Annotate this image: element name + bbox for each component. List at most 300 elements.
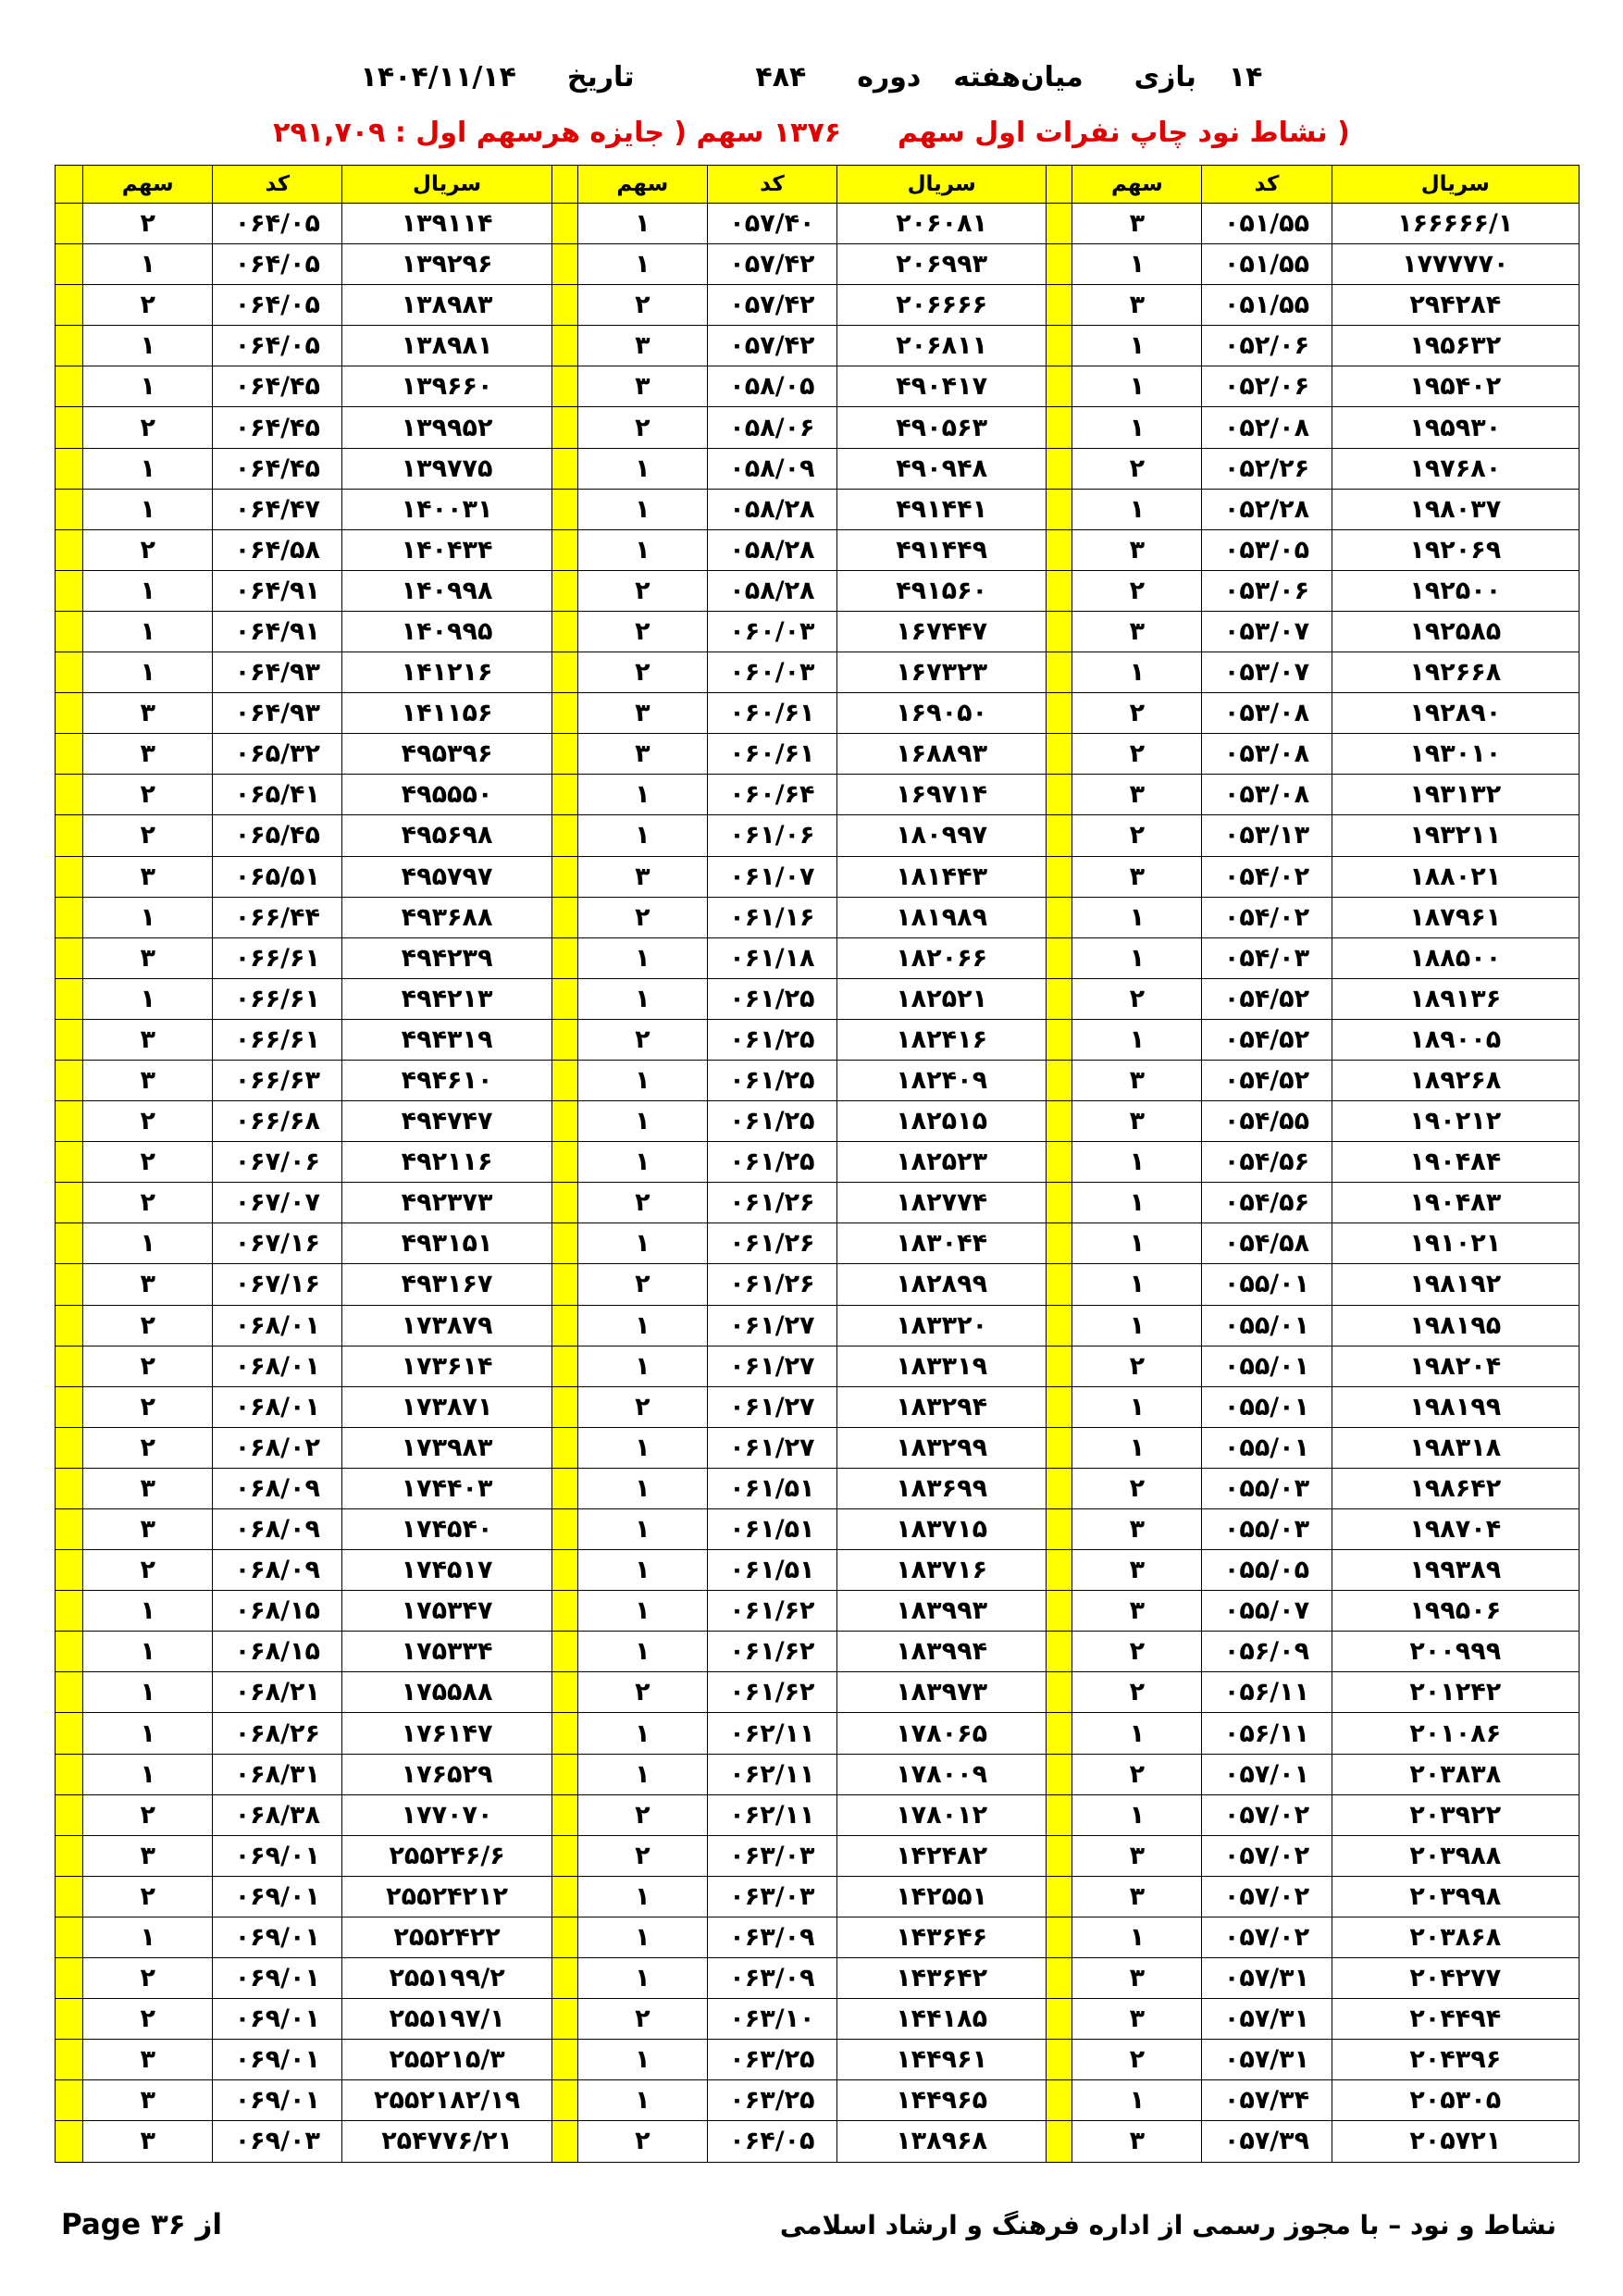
serial-cell: ۴۹۰۹۴۸ [836, 448, 1046, 489]
serial-cell: ۱۳۹۷۷۵ [342, 448, 551, 489]
code-cell: ۰۵۶/۱۱ [1202, 1672, 1332, 1713]
serial-cell: ۱۹۸۱۹۹ [1332, 1386, 1579, 1427]
row-spacer [551, 1794, 577, 1835]
code-cell: ۰۵۵/۰۱ [1202, 1305, 1332, 1346]
share-cell: ۱ [83, 897, 213, 937]
share-cell: ۳ [83, 693, 213, 734]
table-row [56, 1713, 1580, 1754]
row-spacer [56, 366, 83, 407]
serial-cell: ۲۰۶۰۸۱ [836, 204, 1046, 244]
code-cell: ۰۶۱/۲۵ [707, 1142, 836, 1183]
code-cell: ۰۵۲/۲۸ [1202, 489, 1332, 529]
share-cell: ۱ [577, 1917, 707, 1957]
share-cell: ۲ [83, 775, 213, 815]
share-cell: ۱ [1072, 366, 1202, 407]
row-spacer [56, 1509, 83, 1550]
page-label: Page [61, 2208, 142, 2241]
row-spacer [551, 978, 577, 1019]
table-row [56, 448, 1580, 489]
weekday-label: میان‌هفته [953, 61, 1084, 93]
row-spacer [56, 1917, 83, 1957]
serial-cell: ۱۹۰۴۸۳ [1332, 1183, 1579, 1223]
share-cell: ۳ [1072, 285, 1202, 326]
share-cell: ۱ [83, 652, 213, 693]
row-spacer [1047, 1427, 1072, 1468]
code-cell: ۰۶۱/۰۶ [707, 815, 836, 856]
table-row [56, 1672, 1580, 1713]
code-cell: ۰۵۷/۴۰ [707, 204, 836, 244]
row-spacer [56, 734, 83, 775]
code-cell: ۰۶۱/۱۶ [707, 897, 836, 937]
row-spacer [1047, 693, 1072, 734]
row-spacer [56, 1060, 83, 1100]
table-row [56, 366, 1580, 407]
column-header: سهم [577, 166, 707, 204]
share-cell: ۱ [577, 529, 707, 570]
share-cell: ۱ [83, 1713, 213, 1754]
code-cell: ۰۶۱/۲۶ [707, 1264, 836, 1305]
share-cell: ۱ [577, 244, 707, 285]
share-cell: ۱ [1072, 1264, 1202, 1305]
share-cell: ۱ [1072, 489, 1202, 529]
serial-cell: ۱۴۳۶۴۲ [836, 1958, 1046, 1999]
code-cell: ۰۶۴/۹۱ [213, 570, 342, 611]
row-spacer [1047, 1550, 1072, 1591]
row-spacer [1047, 1591, 1072, 1632]
code-cell: ۰۶۵/۴۵ [213, 815, 342, 856]
share-cell: ۱ [83, 448, 213, 489]
row-spacer [1047, 2121, 1072, 2162]
share-cell: ۲ [83, 1142, 213, 1183]
code-cell: ۰۶۹/۰۱ [213, 1835, 342, 1876]
share-cell: ۱ [577, 1713, 707, 1754]
code-cell: ۰۵۲/۰۶ [1202, 366, 1332, 407]
share-cell: ۱ [1072, 1223, 1202, 1264]
row-spacer [551, 693, 577, 734]
row-spacer [56, 815, 83, 856]
code-cell: ۰۶۸/۰۹ [213, 1509, 342, 1550]
row-spacer [1047, 1019, 1072, 1060]
serial-cell: ۱۷۳۹۸۳ [342, 1427, 551, 1468]
share-cell: ۲ [577, 611, 707, 652]
of-label: از [195, 2208, 222, 2241]
code-cell: ۰۶۴/۰۵ [707, 2121, 836, 2162]
serial-cell: ۴۹۳۱۵۱ [342, 1223, 551, 1264]
serial-cell: ۱۹۲۵۰۰ [1332, 570, 1579, 611]
row-spacer [1047, 1672, 1072, 1713]
serial-cell: ۴۹۳۱۶۷ [342, 1264, 551, 1305]
code-cell: ۰۶۴/۰۵ [213, 285, 342, 326]
row-spacer [56, 1672, 83, 1713]
serial-cell: ۱۹۲۸۹۰ [1332, 693, 1579, 734]
page-header [0, 61, 1623, 93]
code-cell: ۰۶۱/۲۷ [707, 1386, 836, 1427]
serial-cell: ۲۰۶۸۱۱ [836, 326, 1046, 366]
share-cell: ۱ [577, 937, 707, 978]
table-row [56, 1223, 1580, 1264]
code-cell: ۰۵۵/۰۱ [1202, 1386, 1332, 1427]
serial-cell: ۱۹۲۵۸۵ [1332, 611, 1579, 652]
table-row [56, 1550, 1580, 1591]
row-spacer [56, 1346, 83, 1386]
table-header-row [56, 166, 1580, 204]
serial-cell: ۱۷۵۳۴۷ [342, 1591, 551, 1632]
row-spacer [56, 285, 83, 326]
row-spacer [1047, 937, 1072, 978]
share-cell: ۱ [83, 1591, 213, 1632]
row-spacer [56, 1999, 83, 2040]
serial-cell: ۲۰۳۸۶۸ [1332, 1917, 1579, 1957]
share-cell: ۲ [1072, 815, 1202, 856]
row-spacer [56, 1468, 83, 1508]
code-cell: ۰۵۷/۰۲ [1202, 1835, 1332, 1876]
row-spacer [1047, 1386, 1072, 1427]
share-cell: ۱ [1072, 1142, 1202, 1183]
code-cell: ۰۶۴/۰۵ [213, 244, 342, 285]
share-cell: ۱ [577, 978, 707, 1019]
row-spacer [551, 1183, 577, 1223]
serial-cell: ۱۶۶۶۶۶/۱ [1332, 204, 1579, 244]
serial-cell: ۱۴۳۶۴۶ [836, 1917, 1046, 1957]
row-spacer [1047, 611, 1072, 652]
code-cell: ۰۶۸/۱۵ [213, 1591, 342, 1632]
row-spacer [56, 775, 83, 815]
serial-cell: ۱۸۹۲۶۸ [1332, 1060, 1579, 1100]
serial-cell: ۱۹۸۳۱۸ [1332, 1427, 1579, 1468]
share-cell: ۲ [577, 1019, 707, 1060]
code-cell: ۰۶۰/۰۳ [707, 611, 836, 652]
share-cell: ۲ [83, 529, 213, 570]
code-cell: ۰۵۳/۰۵ [1202, 529, 1332, 570]
share-cell: ۱ [83, 570, 213, 611]
serial-cell: ۴۹۲۱۱۶ [342, 1142, 551, 1183]
table-row [56, 1958, 1580, 1999]
serial-cell: ۱۹۹۳۸۹ [1332, 1550, 1579, 1591]
code-cell: ۰۵۸/۲۸ [707, 489, 836, 529]
row-spacer [551, 652, 577, 693]
row-spacer [56, 204, 83, 244]
code-cell: ۰۶۸/۰۱ [213, 1386, 342, 1427]
row-spacer [1047, 1958, 1072, 1999]
row-spacer [551, 734, 577, 775]
column-header: سریال [342, 166, 551, 204]
serial-cell: ۱۹۵۹۳۰ [1332, 407, 1579, 448]
code-cell: ۰۶۴/۴۵ [213, 448, 342, 489]
row-spacer [56, 897, 83, 937]
row-spacer [551, 1835, 577, 1876]
share-cell: ۲ [577, 897, 707, 937]
code-cell: ۰۵۷/۳۱ [1202, 1999, 1332, 2040]
serial-cell: ۴۹۴۳۱۹ [342, 1019, 551, 1060]
code-cell: ۰۶۹/۰۱ [213, 2080, 342, 2121]
serial-cell: ۱۳۹۹۵۲ [342, 407, 551, 448]
row-spacer [551, 897, 577, 937]
info-shares: ۱۳۷۶ سهم ( جایزه هرسهم اول : ۲۹۱,۷۰۹ [273, 117, 842, 149]
share-cell: ۱ [577, 1142, 707, 1183]
code-cell: ۰۶۴/۹۱ [213, 611, 342, 652]
share-cell: ۱ [577, 1346, 707, 1386]
serial-cell: ۱۷۷۰۷۰ [342, 1794, 551, 1835]
serial-cell: ۱۴۱۱۵۶ [342, 693, 551, 734]
serial-cell: ۱۸۳۹۹۴ [836, 1632, 1046, 1672]
serial-cell: ۱۳۸۹۶۸ [836, 2121, 1046, 2162]
share-cell: ۳ [1072, 775, 1202, 815]
serial-cell: ۱۸۳۳۱۹ [836, 1346, 1046, 1386]
serial-cell: ۴۹۴۲۱۳ [342, 978, 551, 1019]
row-spacer [1047, 366, 1072, 407]
code-cell: ۰۶۱/۰۷ [707, 856, 836, 897]
share-cell: ۲ [83, 407, 213, 448]
row-spacer [1047, 285, 1072, 326]
share-cell: ۱ [1072, 1386, 1202, 1427]
code-cell: ۰۶۱/۶۲ [707, 1672, 836, 1713]
code-cell: ۰۶۱/۲۷ [707, 1305, 836, 1346]
table-row [56, 1264, 1580, 1305]
row-spacer [551, 407, 577, 448]
game-label: بازی [1134, 61, 1196, 93]
code-cell: ۰۵۴/۵۶ [1202, 1183, 1332, 1223]
code-cell: ۰۶۷/۰۷ [213, 1183, 342, 1223]
row-spacer [551, 1754, 577, 1794]
code-cell: ۰۶۱/۶۲ [707, 1591, 836, 1632]
code-cell: ۰۵۴/۰۳ [1202, 937, 1332, 978]
code-cell: ۰۵۸/۰۵ [707, 366, 836, 407]
row-spacer [551, 489, 577, 529]
serial-cell: ۱۹۸۲۰۴ [1332, 1346, 1579, 1386]
code-cell: ۰۶۱/۵۱ [707, 1509, 836, 1550]
share-cell: ۲ [577, 1386, 707, 1427]
column-header: سهم [1072, 166, 1202, 204]
code-cell: ۰۵۷/۰۲ [1202, 1917, 1332, 1957]
serial-cell: ۱۹۳۰۱۰ [1332, 734, 1579, 775]
serial-cell: ۲۰۵۳۰۵ [1332, 2080, 1579, 2121]
share-cell: ۳ [83, 937, 213, 978]
code-cell: ۰۵۵/۰۱ [1202, 1264, 1332, 1305]
table-row [56, 244, 1580, 285]
row-spacer [56, 529, 83, 570]
share-cell: ۳ [1072, 1591, 1202, 1632]
row-spacer [56, 1876, 83, 1917]
serial-cell: ۴۹۰۵۶۳ [836, 407, 1046, 448]
serial-cell: ۲۰۵۷۲۱ [1332, 2121, 1579, 2162]
serial-cell: ۱۷۴۵۱۷ [342, 1550, 551, 1591]
row-spacer [56, 489, 83, 529]
serial-cell: ۱۸۸۰۲۱ [1332, 856, 1579, 897]
serial-cell: ۱۹۸۰۳۷ [1332, 489, 1579, 529]
serial-cell: ۱۹۷۶۸۰ [1332, 448, 1579, 489]
serial-cell: ۲۵۴۷۷۶/۲۱ [342, 2121, 551, 2162]
share-cell: ۲ [1072, 448, 1202, 489]
code-cell: ۰۶۱/۲۶ [707, 1183, 836, 1223]
table-row [56, 1346, 1580, 1386]
share-cell: ۲ [1072, 1632, 1202, 1672]
share-cell: ۱ [577, 1223, 707, 1264]
serial-cell: ۱۴۲۴۸۲ [836, 1835, 1046, 1876]
share-cell: ۲ [1072, 693, 1202, 734]
serial-cell: ۱۷۳۸۷۱ [342, 1386, 551, 1427]
row-spacer [1047, 1060, 1072, 1100]
row-spacer [551, 244, 577, 285]
column-header: کد [213, 166, 342, 204]
column-header: کد [707, 166, 836, 204]
share-cell: ۳ [1072, 2121, 1202, 2162]
row-spacer [551, 1468, 577, 1508]
share-cell: ۱ [577, 1632, 707, 1672]
serial-cell: ۱۶۹۰۵۰ [836, 693, 1046, 734]
serial-cell: ۱۴۴۹۶۵ [836, 2080, 1046, 2121]
code-cell: ۰۶۵/۴۱ [213, 775, 342, 815]
period-number: ۴۸۴ [755, 61, 807, 93]
share-cell: ۱ [1072, 2080, 1202, 2121]
share-cell: ۳ [1072, 1876, 1202, 1917]
code-cell: ۰۶۱/۲۵ [707, 1019, 836, 1060]
serial-cell: ۱۳۹۱۱۴ [342, 204, 551, 244]
table-row [56, 1794, 1580, 1835]
share-cell: ۳ [83, 1509, 213, 1550]
row-spacer [56, 1550, 83, 1591]
serial-cell: ۲۰۴۴۹۴ [1332, 1999, 1579, 2040]
share-cell: ۱ [577, 775, 707, 815]
row-spacer [551, 1999, 577, 2040]
share-cell: ۲ [83, 1876, 213, 1917]
share-cell: ۲ [83, 815, 213, 856]
row-spacer [56, 2080, 83, 2121]
row-spacer [1047, 1223, 1072, 1264]
code-cell: ۰۶۴/۴۷ [213, 489, 342, 529]
code-cell: ۰۶۸/۰۱ [213, 1346, 342, 1386]
row-spacer [1047, 734, 1072, 775]
share-cell: ۱ [577, 1101, 707, 1142]
serial-cell: ۴۹۴۶۱۰ [342, 1060, 551, 1100]
code-cell: ۰۵۷/۳۹ [1202, 2121, 1332, 2162]
serial-cell: ۱۸۳۹۹۳ [836, 1591, 1046, 1632]
row-spacer [1047, 244, 1072, 285]
row-spacer [551, 1713, 577, 1754]
row-spacer [1047, 2040, 1072, 2080]
serial-cell: ۱۷۶۵۲۹ [342, 1754, 551, 1794]
code-cell: ۰۵۵/۰۳ [1202, 1509, 1332, 1550]
table-row [56, 815, 1580, 856]
serial-cell: ۱۹۸۱۹۲ [1332, 1264, 1579, 1305]
header-spacer [56, 166, 83, 204]
code-cell: ۰۶۳/۰۹ [707, 1958, 836, 1999]
share-cell: ۲ [577, 652, 707, 693]
row-spacer [551, 1223, 577, 1264]
share-cell: ۱ [83, 489, 213, 529]
row-spacer [551, 775, 577, 815]
row-spacer [56, 1101, 83, 1142]
serial-cell: ۱۸۳۷۱۶ [836, 1550, 1046, 1591]
share-cell: ۱ [577, 1958, 707, 1999]
row-spacer [56, 326, 83, 366]
serial-cell: ۱۸۳۰۴۴ [836, 1223, 1046, 1264]
share-cell: ۲ [577, 285, 707, 326]
row-spacer [56, 2121, 83, 2162]
row-spacer [551, 1876, 577, 1917]
serial-cell: ۱۷۵۳۳۴ [342, 1632, 551, 1672]
code-cell: ۰۵۸/۰۹ [707, 448, 836, 489]
row-spacer [551, 204, 577, 244]
code-cell: ۰۵۴/۵۲ [1202, 978, 1332, 1019]
serial-cell: ۱۸۲۸۹۹ [836, 1264, 1046, 1305]
code-cell: ۰۶۲/۱۱ [707, 1713, 836, 1754]
serial-cell: ۲۰۱۰۸۶ [1332, 1713, 1579, 1754]
code-cell: ۰۵۲/۰۸ [1202, 407, 1332, 448]
row-spacer [1047, 815, 1072, 856]
table-row [56, 326, 1580, 366]
serial-cell: ۱۸۷۹۶۱ [1332, 897, 1579, 937]
share-cell: ۱ [577, 2040, 707, 2080]
code-cell: ۰۵۸/۰۶ [707, 407, 836, 448]
share-cell: ۲ [1072, 1346, 1202, 1386]
row-spacer [551, 611, 577, 652]
row-spacer [551, 1509, 577, 1550]
code-cell: ۰۵۴/۵۵ [1202, 1101, 1332, 1142]
share-cell: ۱ [1072, 407, 1202, 448]
share-cell: ۳ [1072, 1509, 1202, 1550]
share-cell: ۱ [577, 204, 707, 244]
code-cell: ۰۶۰/۶۱ [707, 734, 836, 775]
code-cell: ۰۶۹/۰۱ [213, 1876, 342, 1917]
table-row [56, 407, 1580, 448]
row-spacer [56, 2040, 83, 2080]
row-spacer [56, 1591, 83, 1632]
serial-cell: ۴۹۵۶۹۸ [342, 815, 551, 856]
serial-cell: ۱۷۷۷۷۷۰ [1332, 244, 1579, 285]
serial-cell: ۱۷۶۱۴۷ [342, 1713, 551, 1754]
serial-cell: ۴۹۵۳۹۶ [342, 734, 551, 775]
serial-cell: ۱۸۲۵۲۱ [836, 978, 1046, 1019]
serial-cell: ۲۵۵۲۴۲۲ [342, 1917, 551, 1957]
row-spacer [551, 2040, 577, 2080]
row-spacer [56, 244, 83, 285]
code-cell: ۰۶۸/۲۶ [213, 1713, 342, 1754]
code-cell: ۰۶۳/۰۳ [707, 1876, 836, 1917]
serial-cell: ۱۸۲۰۶۶ [836, 937, 1046, 978]
code-cell: ۰۶۸/۳۸ [213, 1794, 342, 1835]
code-cell: ۰۵۷/۴۲ [707, 285, 836, 326]
serial-cell: ۱۶۹۷۱۴ [836, 775, 1046, 815]
row-spacer [56, 1794, 83, 1835]
serial-cell: ۱۸۳۲۹۹ [836, 1427, 1046, 1468]
share-cell: ۲ [577, 2121, 707, 2162]
table-row [56, 2040, 1580, 2080]
serial-cell: ۲۵۵۲۱۸۲/۱۹ [342, 2080, 551, 2121]
row-spacer [551, 1060, 577, 1100]
code-cell: ۰۶۱/۲۶ [707, 1223, 836, 1264]
code-cell: ۰۵۶/۰۹ [1202, 1632, 1332, 1672]
serial-cell: ۱۹۹۵۰۶ [1332, 1591, 1579, 1632]
code-cell: ۰۶۶/۶۸ [213, 1101, 342, 1142]
share-cell: ۲ [83, 1101, 213, 1142]
share-cell: ۳ [1072, 611, 1202, 652]
code-cell: ۰۶۴/۹۳ [213, 693, 342, 734]
serial-cell: ۱۷۸۰۰۹ [836, 1754, 1046, 1794]
row-spacer [551, 448, 577, 489]
share-cell: ۱ [577, 1305, 707, 1346]
share-cell: ۳ [83, 1264, 213, 1305]
serial-cell: ۴۹۳۶۸۸ [342, 897, 551, 937]
row-spacer [1047, 775, 1072, 815]
share-cell: ۲ [1072, 1672, 1202, 1713]
code-cell: ۰۶۶/۶۳ [213, 1060, 342, 1100]
row-spacer [551, 529, 577, 570]
serial-cell: ۱۸۹۰۰۵ [1332, 1019, 1579, 1060]
row-spacer [1047, 529, 1072, 570]
code-cell: ۰۵۸/۲۸ [707, 570, 836, 611]
serial-cell: ۱۳۹۶۶۰ [342, 366, 551, 407]
table-row [56, 1754, 1580, 1794]
